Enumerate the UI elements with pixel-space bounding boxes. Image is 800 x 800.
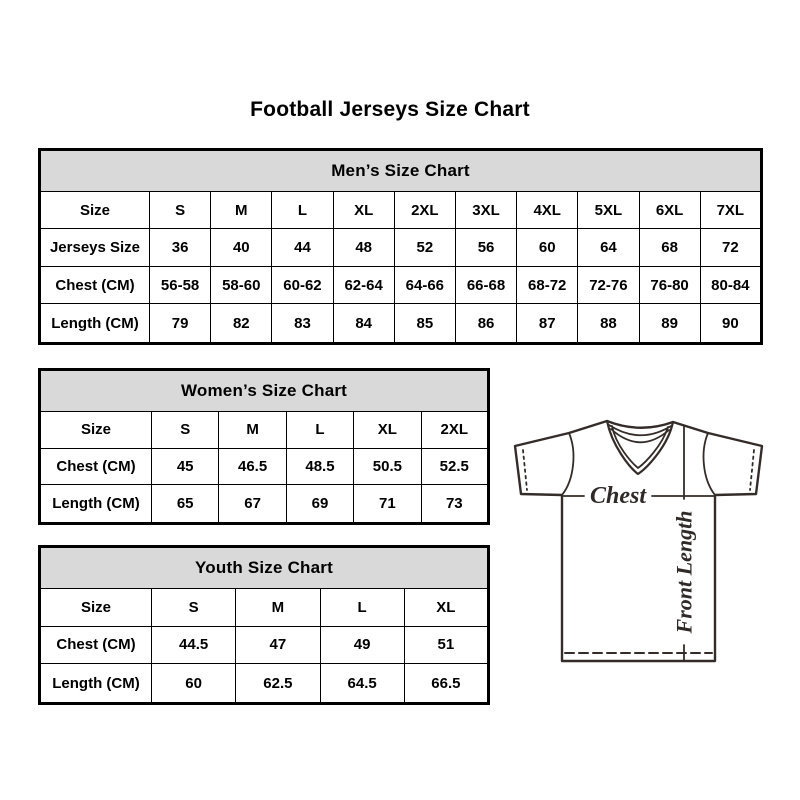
womens-row-0: [40, 412, 489, 449]
jersey-outline: [515, 421, 762, 661]
mens-cell-r2-c8: 72-76: [578, 266, 639, 303]
womens-cell-r2-c4: 71: [354, 485, 421, 524]
womens-cell-r0-c1: S: [152, 412, 219, 449]
youth-cell-r2-c2: 62.5: [236, 664, 320, 704]
youth-cell-r2-c4: 66.5: [404, 664, 488, 704]
youth-cell-r0-c2: M: [236, 589, 320, 627]
womens-cell-r2-c2: 67: [219, 485, 286, 524]
womens-title-row: [40, 370, 489, 412]
mens-cell-r0-c2: M: [211, 192, 272, 229]
mens-cell-r0-c5: 2XL: [394, 192, 455, 229]
mens-cell-r3-c3: 83: [272, 304, 333, 344]
mens-cell-r1-c2: 40: [211, 229, 272, 266]
youth-row-1: [40, 626, 489, 664]
youth-table-title: Youth Size Chart: [40, 547, 489, 589]
youth-cell-r2-c1: 60: [152, 664, 236, 704]
youth-row-label-2: Length (CM): [40, 664, 152, 704]
mens-cell-r2-c7: 68-72: [517, 266, 578, 303]
mens-cell-r1-c1: 36: [150, 229, 211, 266]
mens-row-0: [40, 192, 762, 229]
womens-cell-r2-c3: 69: [286, 485, 353, 524]
mens-cell-r3-c10: 90: [700, 304, 761, 344]
mens-cell-r1-c6: 56: [455, 229, 516, 266]
mens-cell-r0-c7: 4XL: [517, 192, 578, 229]
mens-cell-r2-c9: 76-80: [639, 266, 700, 303]
page-title: Football Jerseys Size Chart: [250, 98, 530, 121]
mens-cell-r2-c6: 66-68: [455, 266, 516, 303]
youth-cell-r2-c3: 64.5: [320, 664, 404, 704]
mens-cell-r2-c2: 58-60: [211, 266, 272, 303]
womens-cell-r2-c1: 65: [152, 485, 219, 524]
right-armhole-seam: [704, 433, 715, 495]
mens-cell-r1-c3: 44: [272, 229, 333, 266]
left-cuff-stitch: [523, 450, 527, 490]
womens-row-label-2: Length (CM): [40, 485, 152, 524]
womens-cell-r0-c3: L: [286, 412, 353, 449]
jersey-illustration: [504, 402, 776, 674]
mens-cell-r1-c10: 72: [700, 229, 761, 266]
mens-cell-r3-c2: 82: [211, 304, 272, 344]
womens-cell-r0-c2: M: [219, 412, 286, 449]
womens-cell-r0-c4: XL: [354, 412, 421, 449]
mens-row-label-3: Length (CM): [40, 304, 150, 344]
womens-size-table: [38, 368, 490, 525]
womens-cell-r1-c5: 52.5: [421, 448, 488, 485]
womens-cell-r2-c5: 73: [421, 485, 488, 524]
womens-cell-r1-c4: 50.5: [354, 448, 421, 485]
mens-cell-r3-c8: 88: [578, 304, 639, 344]
womens-table-title: Women’s Size Chart: [40, 370, 489, 412]
mens-cell-r0-c1: S: [150, 192, 211, 229]
mens-cell-r3-c9: 89: [639, 304, 700, 344]
mens-title-row: [40, 150, 762, 192]
youth-cell-r1-c2: 47: [236, 626, 320, 664]
youth-cell-r0-c4: XL: [404, 589, 488, 627]
mens-cell-r1-c8: 64: [578, 229, 639, 266]
youth-row-2: [40, 664, 489, 704]
youth-row-0: [40, 589, 489, 627]
chest-label: Chest: [589, 483, 647, 509]
mens-cell-r0-c3: L: [272, 192, 333, 229]
mens-cell-r0-c9: 6XL: [639, 192, 700, 229]
womens-cell-r0-c5: 2XL: [421, 412, 488, 449]
youth-cell-r0-c1: S: [152, 589, 236, 627]
youth-cell-r1-c1: 44.5: [152, 626, 236, 664]
mens-row-label-1: Jerseys Size: [40, 229, 150, 266]
mens-row-2: [40, 266, 762, 303]
mens-cell-r2-c10: 80-84: [700, 266, 761, 303]
mens-cell-r2-c5: 64-66: [394, 266, 455, 303]
womens-row-label-0: Size: [40, 412, 152, 449]
mens-cell-r3-c7: 87: [517, 304, 578, 344]
mens-cell-r1-c7: 60: [517, 229, 578, 266]
mens-cell-r1-c9: 68: [639, 229, 700, 266]
womens-row-1: [40, 448, 489, 485]
youth-cell-r0-c3: L: [320, 589, 404, 627]
mens-row-label-0: Size: [40, 192, 150, 229]
mens-row-label-2: Chest (CM): [40, 266, 150, 303]
mens-cell-r2-c3: 60-62: [272, 266, 333, 303]
mens-cell-r3-c1: 79: [150, 304, 211, 344]
womens-row-2: [40, 485, 489, 524]
mens-cell-r3-c4: 84: [333, 304, 394, 344]
mens-cell-r2-c1: 56-58: [150, 266, 211, 303]
womens-cell-r1-c2: 46.5: [219, 448, 286, 485]
mens-row-3: [40, 304, 762, 344]
mens-cell-r1-c4: 48: [333, 229, 394, 266]
left-armhole-seam: [562, 433, 573, 495]
youth-size-table: [38, 545, 490, 705]
youth-title-row: [40, 547, 489, 589]
mens-cell-r0-c4: XL: [333, 192, 394, 229]
front-length-label: Front Length: [671, 510, 697, 634]
mens-row-1: [40, 229, 762, 266]
womens-row-label-1: Chest (CM): [40, 448, 152, 485]
womens-cell-r1-c1: 45: [152, 448, 219, 485]
womens-cell-r1-c3: 48.5: [286, 448, 353, 485]
mens-cell-r0-c8: 5XL: [578, 192, 639, 229]
mens-cell-r3-c6: 86: [455, 304, 516, 344]
youth-row-label-0: Size: [40, 589, 152, 627]
mens-cell-r3-c5: 85: [394, 304, 455, 344]
mens-size-table: [38, 148, 763, 345]
youth-cell-r1-c3: 49: [320, 626, 404, 664]
mens-table-title: Men’s Size Chart: [40, 150, 762, 192]
mens-cell-r0-c6: 3XL: [455, 192, 516, 229]
right-cuff-stitch: [750, 450, 754, 490]
mens-cell-r2-c4: 62-64: [333, 266, 394, 303]
youth-cell-r1-c4: 51: [404, 626, 488, 664]
jersey-measurement-diagram: [504, 402, 776, 674]
mens-cell-r1-c5: 52: [394, 229, 455, 266]
mens-cell-r0-c10: 7XL: [700, 192, 761, 229]
youth-row-label-1: Chest (CM): [40, 626, 152, 664]
